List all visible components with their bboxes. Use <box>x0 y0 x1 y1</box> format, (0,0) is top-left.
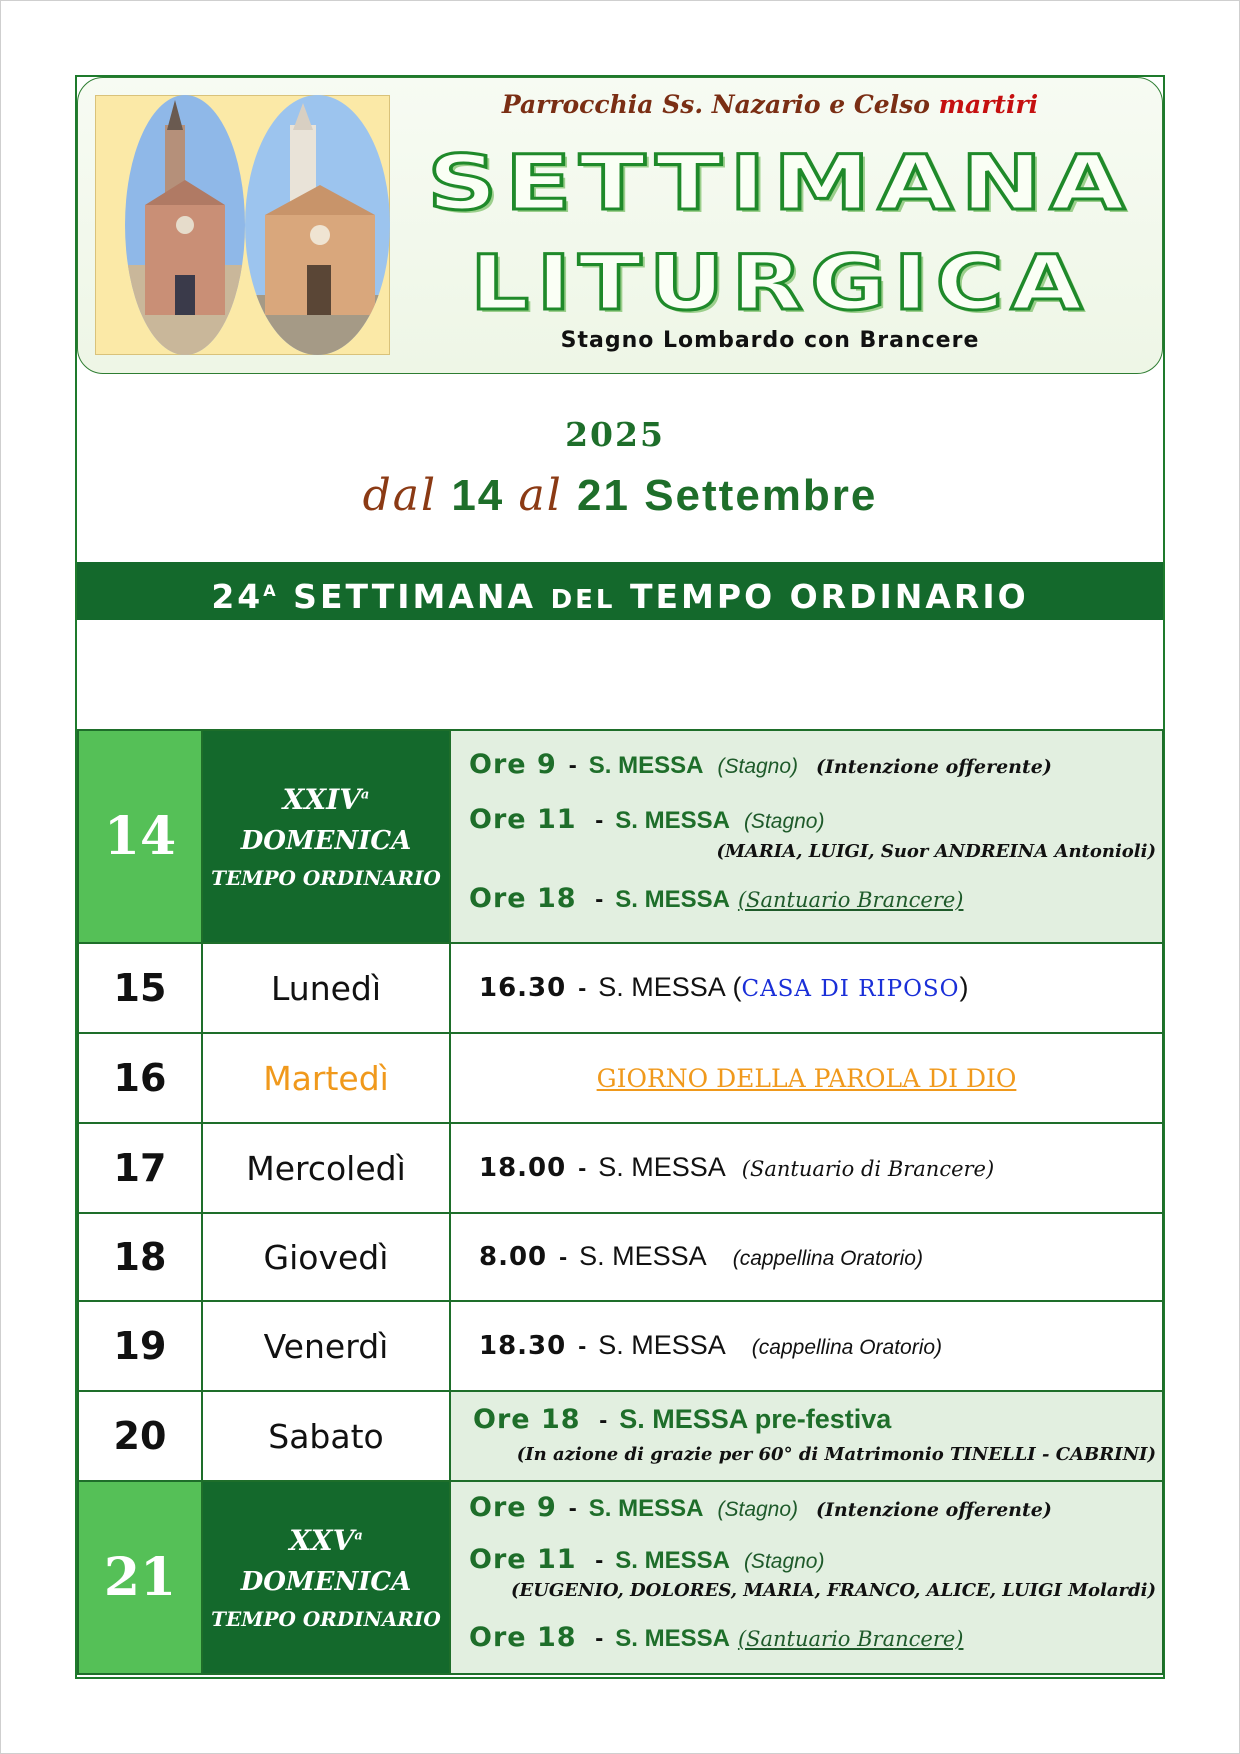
date-start: 14 <box>451 471 505 520</box>
row-day-16 <box>78 1033 1163 1123</box>
schedule-cell: 16.30 - S. MESSA (CASA DI RIPOSO) <box>450 943 1163 1033</box>
sunday-label: XXIV$^a$ DOMENICA TEMPO ORDINARIO <box>202 730 450 943</box>
day-name: Lunedì <box>202 943 450 1033</box>
church-photo-left <box>125 95 245 355</box>
day-number: 19 <box>78 1301 202 1391</box>
day-number: 15 <box>78 943 202 1033</box>
day-name: Mercoledì <box>202 1123 450 1213</box>
day-name: Sabato <box>202 1391 450 1481</box>
schedule-cell <box>450 1033 1163 1123</box>
week-band <box>77 562 1163 620</box>
title-line-1: SETTIMANA <box>427 138 1133 227</box>
day-number: 20 <box>78 1391 202 1481</box>
day-number: 18 <box>78 1213 202 1301</box>
day-name: Giovedì <box>202 1213 450 1301</box>
mass-intention: (EUGENIO, DOLORES, MARIA, FRANCO, ALICE, LUIGI Molardi) <box>511 1580 1156 1601</box>
mass-line: Ore 9 - S. MESSA (Stagno) (Intenzione offerente) <box>469 1492 1052 1523</box>
mass-line: Ore 11 - S. MESSA (Stagno) <box>469 1544 825 1575</box>
day-number: 21 <box>78 1481 202 1674</box>
row-day-20 <box>78 1391 1163 1481</box>
sunday-label: XXV$^a$ DOMENICA TEMPO ORDINARIO <box>202 1481 450 1674</box>
schedule-cell: Ore 18 - S. MESSA pre-festiva (In azione di grazie per 60° di Matrimonio TINELLI - CABRINI) <box>450 1391 1163 1481</box>
row-day-14 <box>78 730 1163 943</box>
parish-name-red: martiri <box>938 90 1039 119</box>
row-day-17 <box>78 1123 1163 1213</box>
week-word1: SETTIMANA <box>293 577 537 616</box>
date-al: al <box>518 470 563 521</box>
row-day-21 <box>78 1481 1163 1674</box>
row-day-15 <box>78 943 1163 1033</box>
day-name: Venerdì <box>202 1301 450 1391</box>
parish-name: Parrocchia Ss. Nazario e Celso martiri <box>501 90 1039 119</box>
week-word3: TEMPO ORDINARIO <box>630 577 1029 616</box>
mass-line: Ore 9 - S. MESSA (Stagno) (Intenzione offerente) <box>469 749 1052 780</box>
schedule-cell: 8.00 - S. MESSA (cappellina Oratorio) <box>450 1213 1163 1301</box>
event-label: GIORNO DELLA PAROLA DI DIO <box>596 1063 1017 1093</box>
day-name: Martedì <box>202 1033 450 1123</box>
schedule-cell <box>450 1481 1163 1674</box>
mass-line: Ore 18 - S. MESSA (Santuario Brancere) <box>469 1622 964 1653</box>
week-number: 24 <box>211 577 264 616</box>
mass-intention: (In azione di grazie per 60° di Matrimonio TINELLI - CABRINI) <box>516 1444 1156 1465</box>
day-number: 14 <box>78 730 202 943</box>
mass-intention: (MARIA, LUIGI, Suor ANDREINA Antonioli) <box>716 841 1156 862</box>
schedule-cell: 18.00 - S. MESSA (Santuario di Brancere) <box>450 1123 1163 1213</box>
mass-line: Ore 11 - S. MESSA (Stagno) <box>469 804 825 835</box>
row-day-19 <box>78 1301 1163 1391</box>
date-dal: dal <box>362 470 438 521</box>
day-number: 16 <box>78 1033 202 1123</box>
row-day-18 <box>78 1213 1163 1301</box>
day-number: 17 <box>78 1123 202 1213</box>
schedule-cell <box>450 730 1163 943</box>
mass-line: Ore 18 - S. MESSA (Santuario Brancere) <box>469 883 964 914</box>
schedule-table <box>77 729 1164 1675</box>
title-line-2: LITURGICA <box>470 238 1090 327</box>
week-word2: DEL <box>550 585 616 615</box>
schedule-cell: 18.30 - S. MESSA (cappellina Oratorio) <box>450 1301 1163 1391</box>
week-sup: A <box>263 581 279 600</box>
date-range <box>300 470 940 521</box>
date-end: 21 Settembre <box>577 471 878 520</box>
year: 2025 <box>565 415 665 454</box>
place-name: Stagno Lombardo con Brancere <box>560 328 980 353</box>
